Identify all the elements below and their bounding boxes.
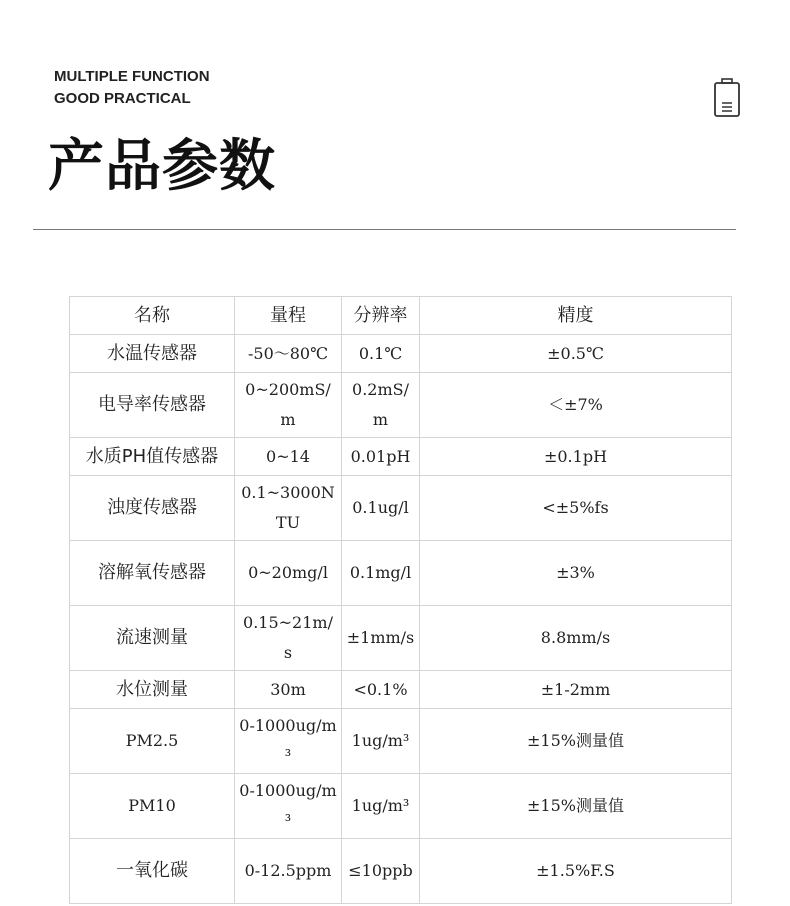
- cell-accuracy: ±0.5℃: [420, 335, 732, 373]
- cell-resolution: 0.1℃: [342, 335, 420, 373]
- cell-accuracy: ±3%: [420, 541, 732, 606]
- cell-resolution: 0.1mg/l: [342, 541, 420, 606]
- cell-resolution: 0.01pH: [342, 438, 420, 476]
- cell-range: 0~20mg/l: [235, 541, 342, 606]
- table-header-row: [70, 297, 732, 335]
- table-row: [70, 373, 732, 438]
- cell-range: 0-12.5ppm: [235, 839, 342, 904]
- cell-range: -50～80℃: [235, 335, 342, 373]
- cell-name: 流速测量: [70, 606, 235, 671]
- cell-resolution: ±1mm/s: [342, 606, 420, 671]
- column-header-accuracy: 精度: [420, 297, 732, 335]
- column-header-resolution: 分辨率: [342, 297, 420, 335]
- cell-range: 0.15~21m/s: [235, 606, 342, 671]
- table-row: [70, 671, 732, 709]
- column-header-name: 名称: [70, 297, 235, 335]
- cell-accuracy: ±0.1pH: [420, 438, 732, 476]
- cell-range: 0.1~3000NTU: [235, 476, 342, 541]
- cell-name: 溶解氧传感器: [70, 541, 235, 606]
- cell-resolution: 0.1ug/l: [342, 476, 420, 541]
- subtitle-line-1: MULTIPLE FUNCTION: [54, 68, 210, 85]
- cell-accuracy: 8.8mm/s: [420, 606, 732, 671]
- cell-range: 0-1000ug/m³: [235, 709, 342, 774]
- cell-name: 水质PH值传感器: [70, 438, 235, 476]
- cell-resolution: 1ug/m³: [342, 774, 420, 839]
- cell-name: PM2.5: [70, 709, 235, 774]
- cell-resolution: ≤10ppb: [342, 839, 420, 904]
- cell-name: 电导率传感器: [70, 373, 235, 438]
- cell-name: 水位测量: [70, 671, 235, 709]
- header: [54, 66, 210, 110]
- table-row: [70, 606, 732, 671]
- cell-range: 30m: [235, 671, 342, 709]
- cell-name: 一氧化碳: [70, 839, 235, 904]
- cell-accuracy: <±5%fs: [420, 476, 732, 541]
- subtitle-line-2: GOOD PRACTICAL: [54, 90, 191, 107]
- battery-icon: [713, 78, 741, 118]
- cell-range: 0~14: [235, 438, 342, 476]
- cell-accuracy: ＜±7%: [420, 373, 732, 438]
- cell-accuracy: ±15%测量值: [420, 709, 732, 774]
- divider: [33, 229, 736, 230]
- table-row: [70, 709, 732, 774]
- cell-accuracy: ±15%测量值: [420, 774, 732, 839]
- cell-name: 水温传感器: [70, 335, 235, 373]
- cell-resolution: <0.1%: [342, 671, 420, 709]
- cell-accuracy: ±1-2mm: [420, 671, 732, 709]
- table-row: [70, 541, 732, 606]
- table-row: [70, 774, 732, 839]
- cell-range: 0~200mS/m: [235, 373, 342, 438]
- cell-resolution: 1ug/m³: [342, 709, 420, 774]
- table-row: [70, 335, 732, 373]
- cell-range: 0-1000ug/m³: [235, 774, 342, 839]
- page-title: 产品参数: [48, 134, 276, 199]
- cell-name: 浊度传感器: [70, 476, 235, 541]
- table-row: [70, 438, 732, 476]
- cell-accuracy: ±1.5%F.S: [420, 839, 732, 904]
- table-row: [70, 839, 732, 904]
- table-row: [70, 476, 732, 541]
- cell-name: PM10: [70, 774, 235, 839]
- column-header-range: 量程: [235, 297, 342, 335]
- spec-table: [69, 296, 732, 904]
- cell-resolution: 0.2mS/m: [342, 373, 420, 438]
